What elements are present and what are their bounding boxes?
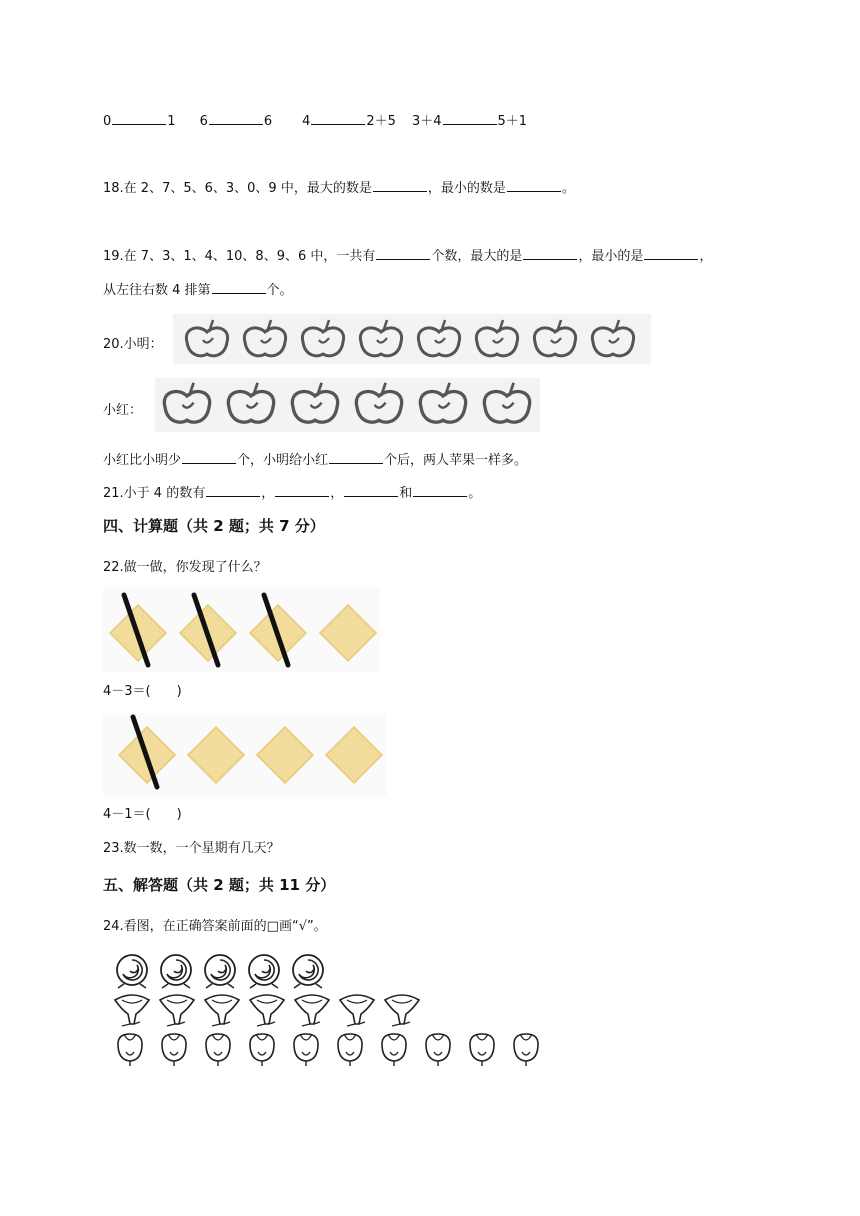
question-21 [103, 483, 481, 503]
rose-icon [249, 955, 279, 988]
apple-icon [360, 320, 401, 356]
rose-icon [205, 955, 235, 988]
q19-text: ， [699, 249, 713, 264]
q19-text: 从左往右数 4 排第 [103, 283, 211, 298]
flower-bud-icon [294, 1034, 318, 1066]
q20-text: 小红比小明少 [103, 453, 182, 468]
q17-item3-left: 4 [302, 114, 311, 129]
answer-blank[interactable] [209, 111, 263, 125]
answer-blank[interactable] [329, 450, 383, 464]
diamonds-row-2 [103, 713, 387, 797]
diamonds-row-1 [103, 587, 380, 672]
apple-icon [534, 320, 575, 356]
apple-icon [356, 383, 401, 422]
section-5-title: 五、解答题（共 2 题；共 11 分） [103, 876, 336, 894]
answer-blank[interactable] [112, 111, 166, 125]
answer-blank[interactable] [212, 280, 266, 294]
equation-1: 4－3＝( ) [103, 684, 182, 699]
answer-blank[interactable] [443, 111, 497, 125]
answer-blank[interactable] [344, 483, 398, 497]
q18-text: 18.在 2、7、5、6、3、0、9 中，最大的数是 [103, 181, 372, 196]
q19-text: 个数，最大的是 [431, 249, 523, 264]
question-19 [103, 246, 712, 266]
morning-glory-icon [160, 995, 194, 1026]
apple-icon [420, 383, 465, 422]
question-22-prompt: 22.做一做，你发现了什么？ [103, 560, 267, 575]
q17-compare-line [103, 111, 527, 131]
apple-icon [186, 320, 227, 356]
q20-text: 个，小明给小红 [237, 453, 329, 468]
flower-bud-icon [162, 1034, 186, 1066]
flower-bud-icon [118, 1034, 142, 1066]
diamond-row-1 [103, 587, 380, 672]
diamond-row-2 [103, 713, 387, 797]
q17-item1-left: 0 [103, 114, 112, 129]
apple-icon [476, 320, 517, 356]
question-20-text [103, 450, 527, 470]
morning-glory-icon [340, 995, 374, 1026]
flower-bud-icon [426, 1034, 450, 1066]
apple-icon [228, 383, 273, 422]
q17-item2-right: 6 [263, 114, 273, 129]
flower-bud-icon [514, 1034, 538, 1066]
equation-2: 4－1＝( ) [103, 807, 182, 822]
rose-icon [117, 955, 147, 988]
xiaohong-apples [155, 378, 540, 432]
apple-icon [292, 383, 337, 422]
q21-text: 和 [399, 486, 413, 501]
answer-blank[interactable] [523, 246, 577, 260]
diamond-shape [326, 727, 382, 783]
apple-icon [244, 320, 285, 356]
diamond-shape [188, 727, 244, 783]
q17-item4-left: 3＋4 [411, 114, 442, 129]
xiaohong-label: 小红： [103, 403, 143, 418]
apple-icon [418, 320, 459, 356]
q17-item1-right: 1 [167, 114, 176, 129]
q17-item4-right: 5＋1 [497, 114, 528, 129]
xiaoming-apples [173, 314, 651, 364]
answer-blank[interactable] [275, 483, 329, 497]
flower-bud-icon [338, 1034, 362, 1066]
apple-icon [302, 320, 343, 356]
section-4-title: 四、计算题（共 2 题；共 7 分） [103, 517, 325, 535]
apple-icon [484, 383, 529, 422]
answer-blank[interactable] [206, 483, 260, 497]
flowers-image [110, 950, 540, 1068]
q19-text: ，最小的是 [578, 249, 644, 264]
rose-icon [161, 955, 191, 988]
flower-bud-icon [470, 1034, 494, 1066]
rose-icon [293, 955, 323, 988]
morning-glory-icon [115, 995, 149, 1026]
question-18 [103, 178, 575, 198]
morning-glory-icon [205, 995, 239, 1026]
flower-bud-icon [250, 1034, 274, 1066]
diamond-shape [320, 605, 376, 661]
xiaoming-apples-image [173, 314, 651, 364]
answer-blank[interactable] [376, 246, 430, 260]
q18-text: ，最小的数是 [427, 181, 506, 196]
answer-blank[interactable] [413, 483, 467, 497]
answer-blank[interactable] [373, 178, 427, 192]
q19-text: 个。 [266, 283, 293, 298]
morning-glory-icon [250, 995, 284, 1026]
diamond-shape [257, 727, 313, 783]
question-24-prompt: 24.看图，在正确答案前面的□画“√”。 [103, 919, 327, 934]
q21-text: 。 [468, 486, 482, 501]
q17-item3-right: 2＋5 [366, 114, 396, 129]
q19-text: 19.在 7、3、1、4、10、8、9、6 中，一共有 [103, 249, 376, 264]
answer-blank[interactable] [182, 450, 236, 464]
apple-icon [592, 320, 633, 356]
xiaoming-label: 20.小明： [103, 337, 163, 352]
morning-glory-icon [295, 995, 329, 1026]
q18-text: 。 [561, 181, 575, 196]
flower-bud-icon [382, 1034, 406, 1066]
flowers-drawing [110, 950, 540, 1068]
answer-blank[interactable] [311, 111, 365, 125]
answer-blank[interactable] [507, 178, 561, 192]
flower-bud-icon [206, 1034, 230, 1066]
q21-text: 21.小于 4 的数有 [103, 486, 206, 501]
apple-icon [164, 383, 209, 422]
xiaohong-apples-image [155, 378, 540, 432]
q20-text: 个后，两人苹果一样多。 [384, 453, 528, 468]
q21-text: ， [261, 486, 275, 501]
morning-glory-icon [385, 995, 419, 1026]
question-19-line2 [103, 280, 293, 300]
answer-blank[interactable] [644, 246, 698, 260]
question-23: 23.数一数，一个星期有几天？ [103, 841, 280, 856]
q21-text: ， [330, 486, 344, 501]
q17-item2-left: 6 [199, 114, 208, 129]
